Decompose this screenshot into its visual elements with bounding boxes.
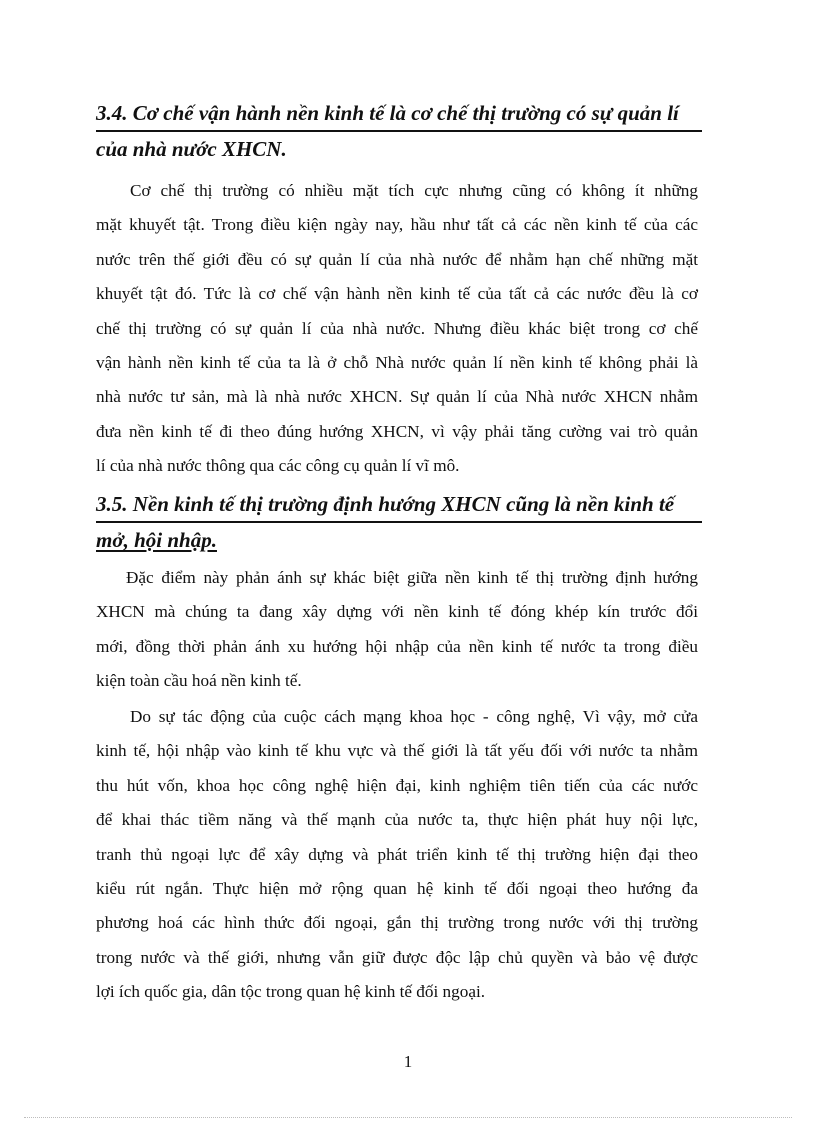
heading-line: 3.4. Cơ chế vận hành nền kinh tế là cơ chế thị trường có sự quản lí bbox=[96, 96, 702, 132]
paragraph-line: nhà nước tư sản, mà là nhà nước XHCN. Sự quản lí của Nhà nước XHCN nhằm bbox=[96, 387, 698, 407]
heading-line: 3.5. Nền kinh tế thị trường định hướng XHCN cũng là nền kinh tế bbox=[96, 487, 702, 523]
page-bottom-divider bbox=[24, 1117, 792, 1118]
paragraph-line: mới, đồng thời phản ánh xu hướng hội nhập của nền kinh tế nước ta trong điều bbox=[96, 636, 698, 656]
paragraph-line: mặt khuyết tật. Trong điều kiện ngày nay, hầu như tất cả các nền kinh tế của các bbox=[96, 215, 698, 235]
paragraph-line: phương hoá các hình thức đối ngoại, gắn thị trường trong nước với thị trường bbox=[96, 913, 698, 933]
page-number: 1 bbox=[403, 1052, 413, 1071]
paragraph-line: Do sự tác động của cuộc cách mạng khoa học - công nghệ, Vì vậy, mở cửa bbox=[130, 707, 698, 726]
paragraph-line: để khai thác tiềm năng và thế mạnh của nước ta, thực hiện phát huy nội lực, bbox=[96, 810, 698, 830]
paragraph-line: kiểu rút ngắn. Thực hiện mở rộng quan hệ kinh tế đối ngoại theo hướng đa bbox=[96, 878, 698, 898]
heading-line: của nhà nước XHCN. bbox=[96, 137, 287, 161]
heading-line bbox=[96, 523, 702, 557]
paragraph-line: đưa nền kinh tế đi theo đúng hướng XHCN, vì vậy phải tăng cường vai trò quản bbox=[96, 421, 698, 441]
paragraph-line: lợi ích quốc gia, dân tộc trong quan hệ kinh tế đối ngoại. bbox=[96, 982, 486, 1002]
paragraph-line: thu hút vốn, khoa học công nghệ hiện đại, kinh nghiệm tiên tiến của các nước bbox=[96, 775, 698, 795]
paragraph-line: lí của nhà nước thông qua các công cụ quản lí vĩ mô. bbox=[96, 456, 460, 476]
paragraph-line: Cơ chế thị trường có nhiều mặt tích cực nhưng cũng có không ít những bbox=[130, 181, 698, 200]
paragraph-line: Đặc điểm này phản ánh sự khác biệt giữa nền kinh tế thị trường định hướng bbox=[126, 568, 698, 587]
paragraph-3-5-1 bbox=[96, 561, 698, 699]
section-heading-3-5 bbox=[96, 487, 702, 557]
paragraph-line: khuyết tật đó. Tức là cơ chế vận hành nền kinh tế của tất cả các nước đều là cơ bbox=[96, 284, 698, 304]
paragraph-line: kiện toàn cầu hoá nền kinh tế. bbox=[96, 671, 302, 691]
paragraph-line: nước trên thế giới đều có sự quản lí của nhà nước để nhằm hạn chế những mặt bbox=[96, 249, 698, 269]
paragraph-line: vận hành nền kinh tế của ta là ở chỗ Nhà nước quản lí nền kinh tế không phải là bbox=[96, 352, 698, 372]
paragraph-line: tranh thủ ngoại lực để xây dựng và phát triển kinh tế thị trường hiện đại theo bbox=[96, 844, 698, 864]
section-heading-3-4 bbox=[96, 96, 702, 166]
paragraph-3-4-1 bbox=[96, 174, 698, 484]
heading-line-text: mở, hội nhập. bbox=[96, 528, 217, 552]
paragraph-line: trong nước và thế giới, nhưng vẫn giữ được độc lập chủ quyền và bảo vệ được bbox=[96, 947, 698, 967]
paragraph-3-5-2 bbox=[96, 700, 698, 1010]
paragraph-line: chế thị trường có sự quản lí của nhà nước. Nhưng điều khác biệt trong cơ chế bbox=[96, 318, 698, 338]
paragraph-line: kinh tế, hội nhập vào kinh tế khu vực và thế giới là tất yếu đối với nước ta nhằm bbox=[96, 741, 698, 761]
paragraph-line: XHCN mà chúng ta đang xây dựng với nền kinh tế đóng khép kín trước đổi bbox=[96, 602, 698, 622]
